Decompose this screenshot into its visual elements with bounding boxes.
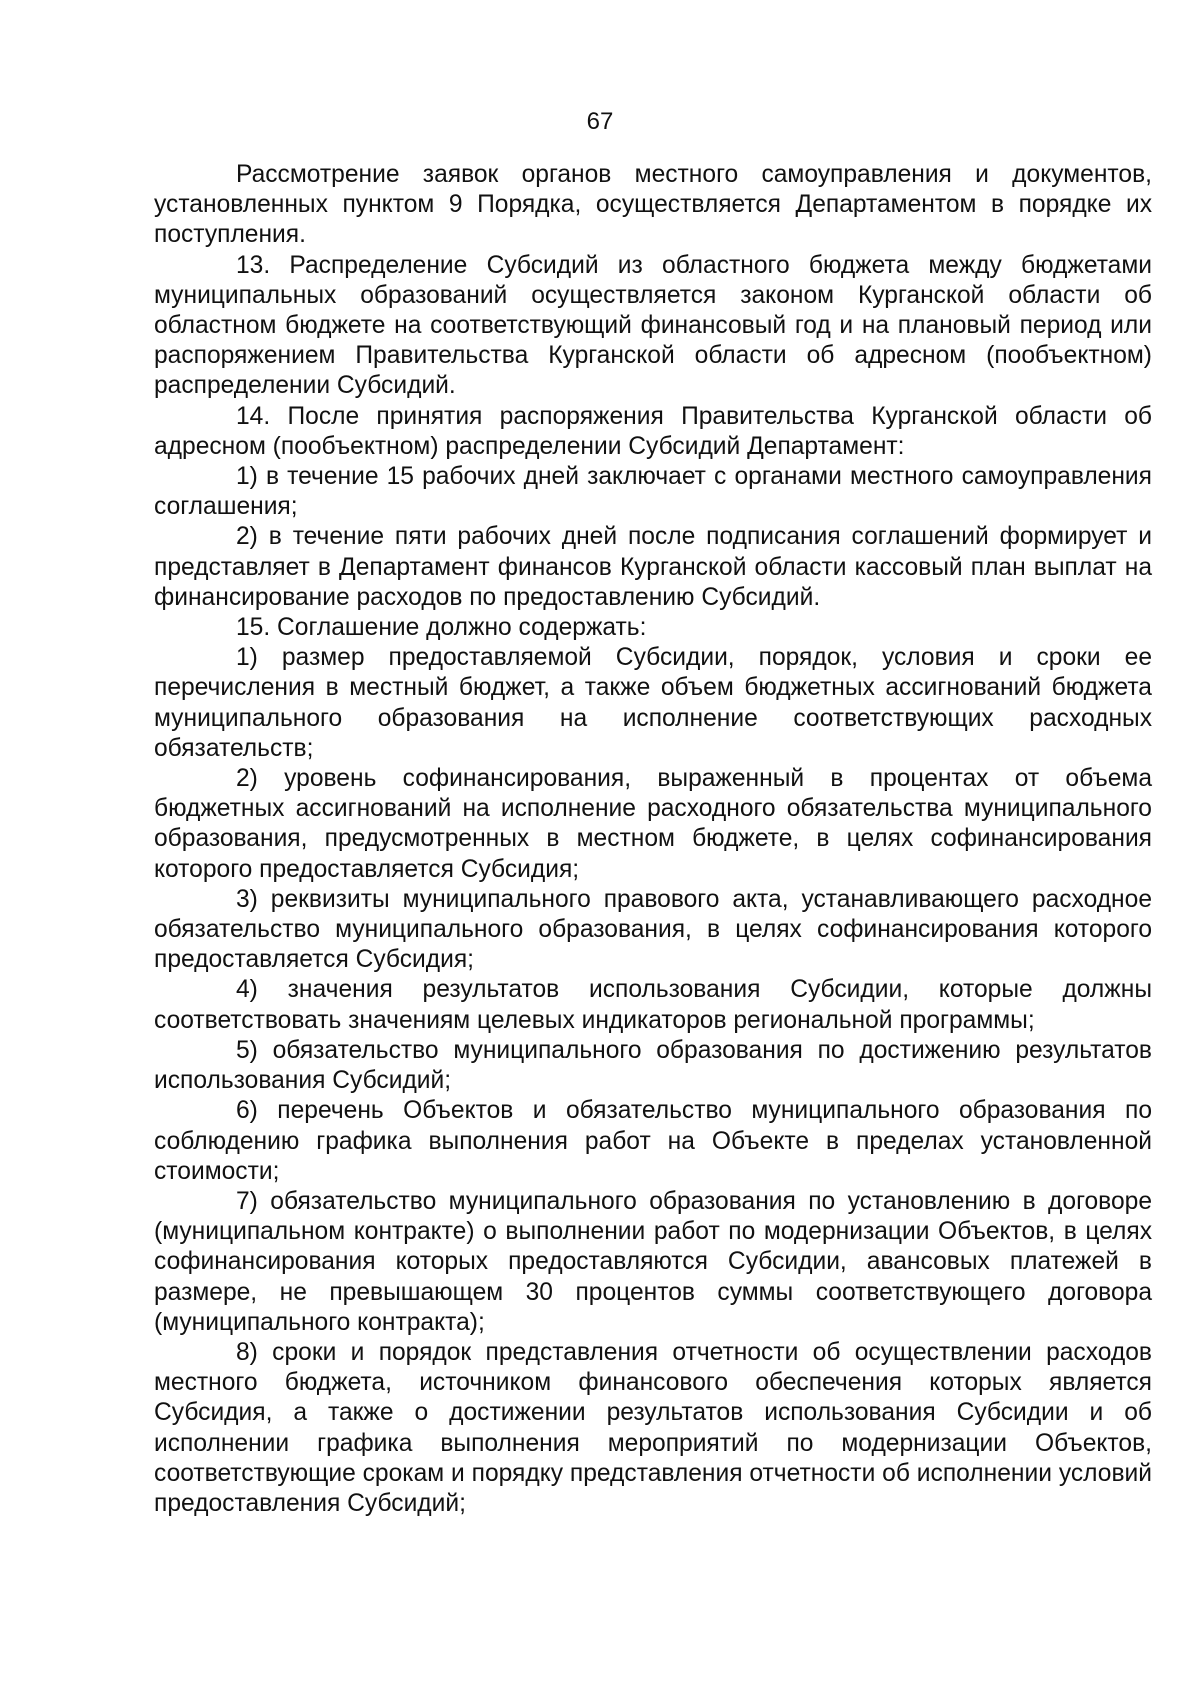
paragraph-15-item-7: 7) обязательство муниципального образования по установлению в договоре (муниципальном контракте) о выполнении работ по модернизации Объектов, в целях софинансирования которых предоставляются Субсидии, авансовых платежей в размере, не превышающем 30 процентов суммы соответствующего договора (муниципального контракта); — [154, 1187, 1152, 1336]
paragraph-14-item-2: 2) в течение пяти рабочих дней после подписания соглашений формирует и представляет в Департамент финансов Курганской области кассовый план выплат на финансирование расходов по предоставлению Субсидий. — [154, 523, 1152, 611]
paragraph-14-item-1: 1) в течение 15 рабочих дней заключает с органами местного самоуправления соглашения; — [154, 463, 1152, 521]
paragraph-15-item-5: 5) обязательство муниципального образования по достижению результатов использования Субсидий; — [154, 1036, 1152, 1095]
page-number: 67 — [586, 108, 614, 135]
document-body — [154, 160, 1152, 1519]
paragraph-15-item-4: 4) значения результатов использования Субсидии, которые должны соответствовать значениям целевых индикаторов региональной программы; — [154, 976, 1152, 1034]
paragraph-15-agreement: 15. Соглашение должно содержать: — [236, 614, 647, 642]
paragraph-15-item-3: 3) реквизиты муниципального правового акта, устанавливающего расходное обязательство муниципального образования, в целях софинансирования которого предоставляется Субсидия; — [154, 885, 1152, 974]
paragraph-15-item-2: 2) уровень софинансирования, выраженный в процентах от объема бюджетных ассигнований на исполнение расходного обязательства муниципального образования, предусмотренных в местном бюджете, в целях софинансирования которого предоставляется Субсидия; — [154, 765, 1152, 883]
paragraph-14-after-order: 14. После принятия распоряжения Правительства Курганской области об адресном (пообъектном) распределении Субсидий Департамент: — [154, 402, 1152, 460]
paragraph-13-distribution: 13. Распределение Субсидий из областного бюджета между бюджетами муниципальных образований осуществляется законом Курганской области об областном бюджете на соответствующий финансовый год и на плановый период или распоряжением Правительства Курганской области об адресном (пообъектном) распределении Субсидий. — [154, 251, 1152, 400]
paragraph-15-item-1: 1) размер предоставляемой Субсидии, порядок, условия и сроки ее перечисления в местный бюджет, а также объем бюджетных ассигнований бюджета муниципального образования на исполнение соответствующих расходных обязательств; — [154, 644, 1152, 762]
paragraph-15-item-6: 6) перечень Объектов и обязательство муниципального образования по соблюдению графика выполнения работ на Объекте в пределах установленной стоимости; — [154, 1097, 1152, 1185]
paragraph-15-item-8: 8) сроки и порядок представления отчетности об осуществлении расходов местного бюджета, источником финансового обеспечения которых является Субсидия, а также о достижении результатов использования Субсидии и об исполнении графика выполнения мероприятий по модернизации Объектов, соответствующие срокам и порядку представления отчетности об исполнении условий предоставления Субсидий; — [154, 1338, 1152, 1517]
paragraph-review-applications: Рассмотрение заявок органов местного самоуправления и документов, установленных пунктом 9 Порядка, осуществляется Департаментом в порядке их поступления. — [154, 161, 1152, 249]
